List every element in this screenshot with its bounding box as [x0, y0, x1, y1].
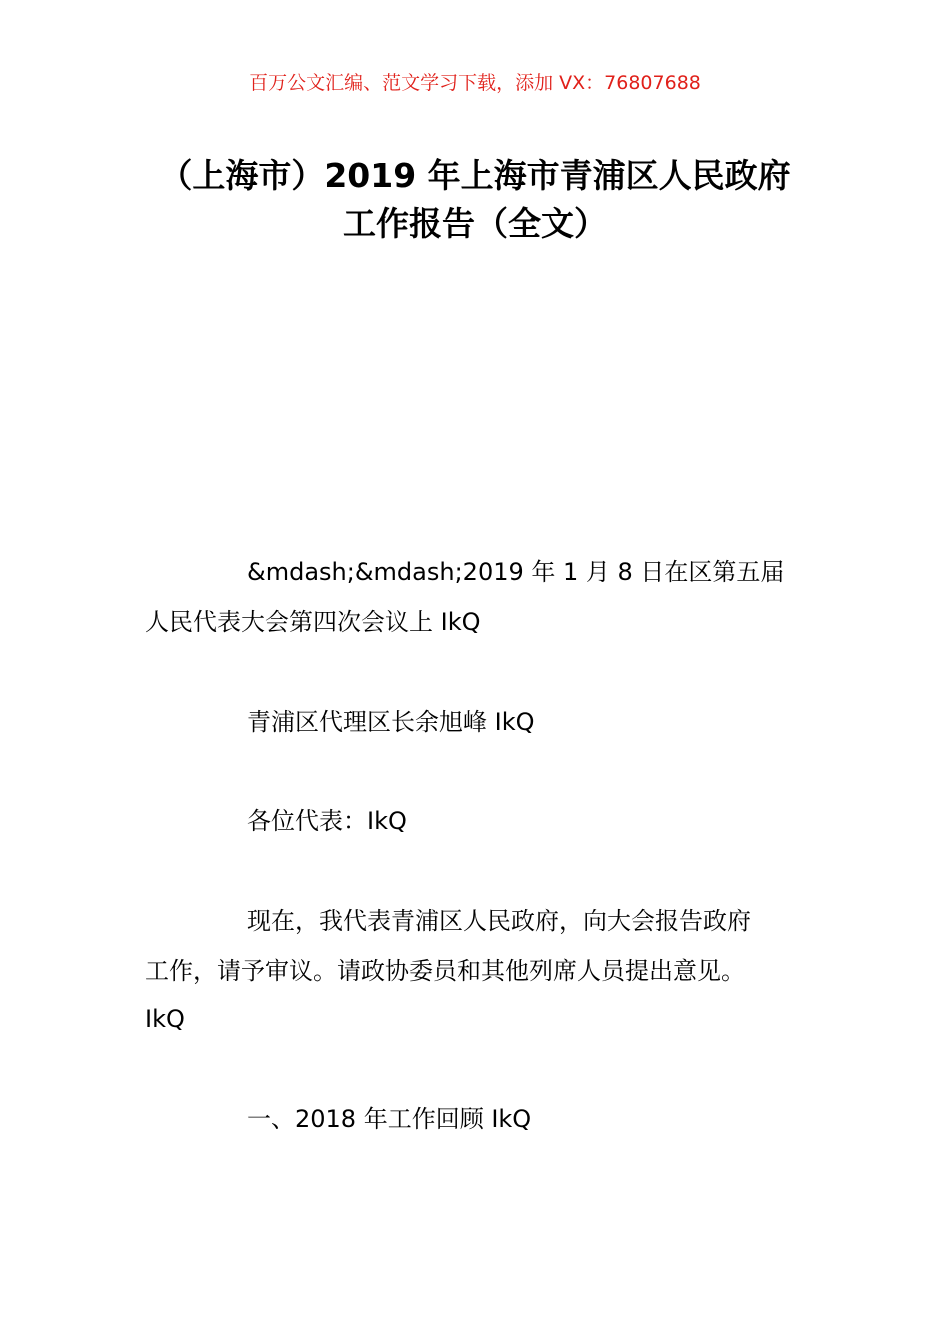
document-title-line-2: 工作报告（全文）	[343, 204, 607, 243]
document-title-line-1: （上海市）2019 年上海市青浦区人民政府	[159, 156, 791, 195]
paragraph-dateline-line-2: 人民代表大会第四次会议上 IkQ	[145, 608, 481, 636]
watermark-header: 百万公文汇编、范文学习下载，添加 VX：76807688	[249, 72, 701, 94]
paragraph-intro-line-3: IkQ	[145, 1005, 185, 1033]
paragraph-intro-line-1: 现在，我代表青浦区人民政府，向大会报告政府	[247, 907, 751, 935]
paragraph-intro-line-2: 工作，请予审议。请政协委员和其他列席人员提出意见。	[145, 957, 745, 985]
paragraph-speaker: 青浦区代理区长余旭峰 IkQ	[247, 708, 535, 736]
paragraph-dateline-line-1: &mdash;&mdash;2019 年 1 月 8 日在区第五届	[247, 558, 785, 586]
paragraph-salutation: 各位代表：IkQ	[247, 807, 407, 835]
section-heading: 一、2018 年工作回顾 IkQ	[247, 1105, 532, 1133]
